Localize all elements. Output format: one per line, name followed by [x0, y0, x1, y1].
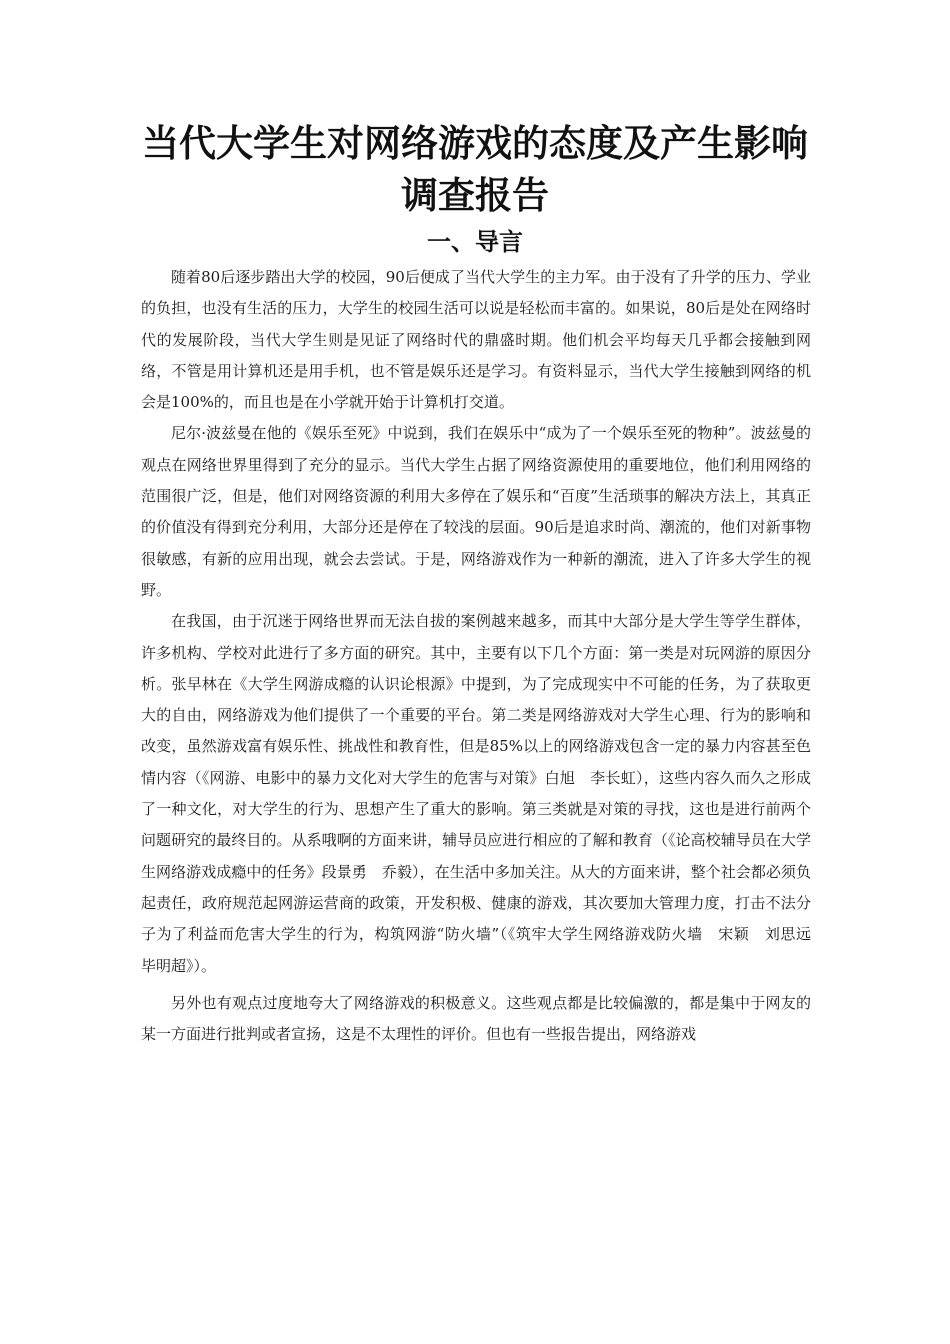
report-title-line-2: 调查报告: [401, 174, 549, 217]
section-heading-introduction: 一、导言: [427, 228, 523, 256]
paragraph-4: 另外也有观点过度地夸大了网络游戏的积极意义。这些观点都是比较偏激的，都是集中于网友的某一方面进行批判或者宣扬，这是不太理性的评价。但也有一些报告提出，网络游戏: [141, 993, 811, 1044]
report-title: [120, 118, 830, 222]
body-text: [141, 262, 827, 1050]
paragraph-3: 在我国，由于沉迷于网络世界而无法自拔的案例越来越多，而其中大部分是大学生等学生群体，许多机构、学校对此进行了多方面的研究。其中，主要有以下几个方面：第一类是对玩网游的原因分析。张早林在《大学生网游成瘾的认识论根源》中提到，为了完成现实中不可能的任务，为了获取更大的自由，网络游戏为他们提供了一个重要的平台。第二类是网络游戏对大学生心理、行为的影响和改变，虽然游戏富有娱乐性、挑战性和教育性，但是85%以上的网络游戏包含一定的暴力内容甚至色情内容（《网游、电影中的暴力文化对大学生的危害与对策》白旭 李长虹），这些内容久而久之形成了一种文化，对大学生的行为、思想产生了重大的影响。第三类就是对策的寻找，这也是进行前两个问题研究的最终目的。从系哦啊的方面来讲，辅导员应进行相应的了解和教育（《论高校辅导员在大学生网络游戏成瘾中的任务》段景勇 乔毅），在生活中多加关注。从大的方面来讲，整个社会都必须负起责任，政府规范起网游运营商的政策，开发积极、健康的游戏，其次要加大管理力度，打击不法分子为了利益而危害大学生的行为，构筑网游“防火墙”（《筑牢大学生网络游戏防火墙 宋颖 刘思远 毕明超》）。: [141, 612, 827, 975]
paragraph-1: 随着80后逐步踏出大学的校园，90后便成了当代大学生的主力军。由于没有了升学的压力、学业的负担，也没有生活的压力，大学生的校园生活可以说是轻松而丰富的。如果说，80后是处在网络时代的发展阶段，当代大学生则是见证了网络时代的鼎盛时期。他们机会平均每天几乎都会接触到网络，不管是用计算机还是用手机，也不管是娱乐还是学习。有资料显示，当代大学生接触到网络的机会是100%的，而且也是在小学就开始于计算机打交道。: [141, 268, 811, 412]
paragraph-2: 尼尔·波兹曼在他的《娱乐至死》中说到，我们在娱乐中“成为了一个娱乐至死的物种”。波兹曼的观点在网络世界里得到了充分的显示。当代大学生占据了网络资源使用的重要地位，他们利用网络的范围很广泛，但是，他们对网络资源的利用大多停在了娱乐和“百度”生活琐事的解决方法上，其真正的价值没有得到充分利用，大部分还是停在了较浅的层面。90后是追求时尚、潮流的，他们对新事物很敏感，有新的应用出现，就会去尝试。于是，网络游戏作为一种新的潮流，进入了许多大学生的视野。: [141, 424, 811, 599]
report-title-line-1: 当代大学生对网络游戏的态度及产生影响: [142, 122, 808, 165]
